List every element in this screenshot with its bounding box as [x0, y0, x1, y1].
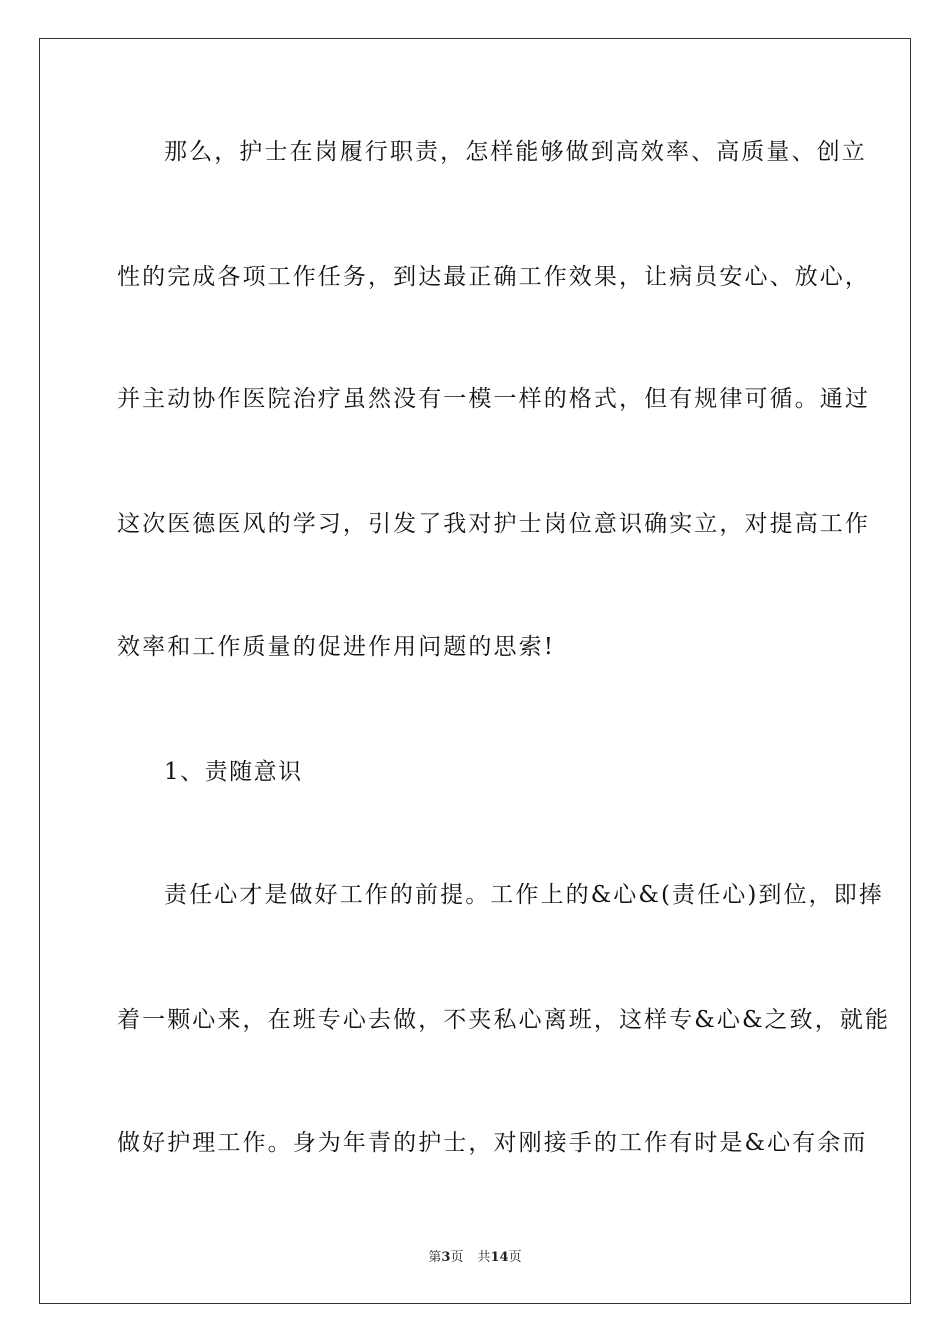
total-prefix: 共 — [477, 1250, 491, 1265]
page-border — [39, 38, 911, 1304]
paragraph-line: 这次医德医风的学习，引发了我对护士岗位意识确实立，对提高工作 — [117, 511, 870, 537]
paragraph-line: 着一颗心来，在班专心去做，不夹私心离班，这样专&心&之致，就能 — [117, 1007, 891, 1033]
page-prefix: 第 — [428, 1250, 442, 1265]
current-page: 3 — [441, 1250, 451, 1265]
total-suffix: 页 — [508, 1250, 522, 1265]
page-footer — [0, 1249, 950, 1267]
page-number — [428, 1249, 463, 1267]
paragraph-line: 做好护理工作。身为年青的护士，对刚接手的工作有时是&心有余而 — [117, 1130, 868, 1156]
paragraph-line: 效率和工作质量的促进作用问题的思索! — [117, 634, 556, 660]
paragraph-line: 并主动协作医院治疗虽然没有一模一样的格式，但有规律可循。通过 — [117, 386, 870, 412]
paragraph-line: 责任心才是做好工作的前提。工作上的&心&(责任心)到位，即捧 — [164, 882, 884, 908]
total-pages: 14 — [490, 1250, 509, 1265]
page-total — [477, 1249, 521, 1267]
section-heading: 1、责随意识 — [164, 759, 303, 785]
paragraph-line: 那么，护士在岗履行职责，怎样能够做到高效率、高质量、创立 — [164, 139, 867, 165]
page-suffix: 页 — [450, 1250, 464, 1265]
paragraph-line: 性的完成各项工作任务，到达最正确工作效果，让病员安心、放心， — [117, 264, 870, 290]
